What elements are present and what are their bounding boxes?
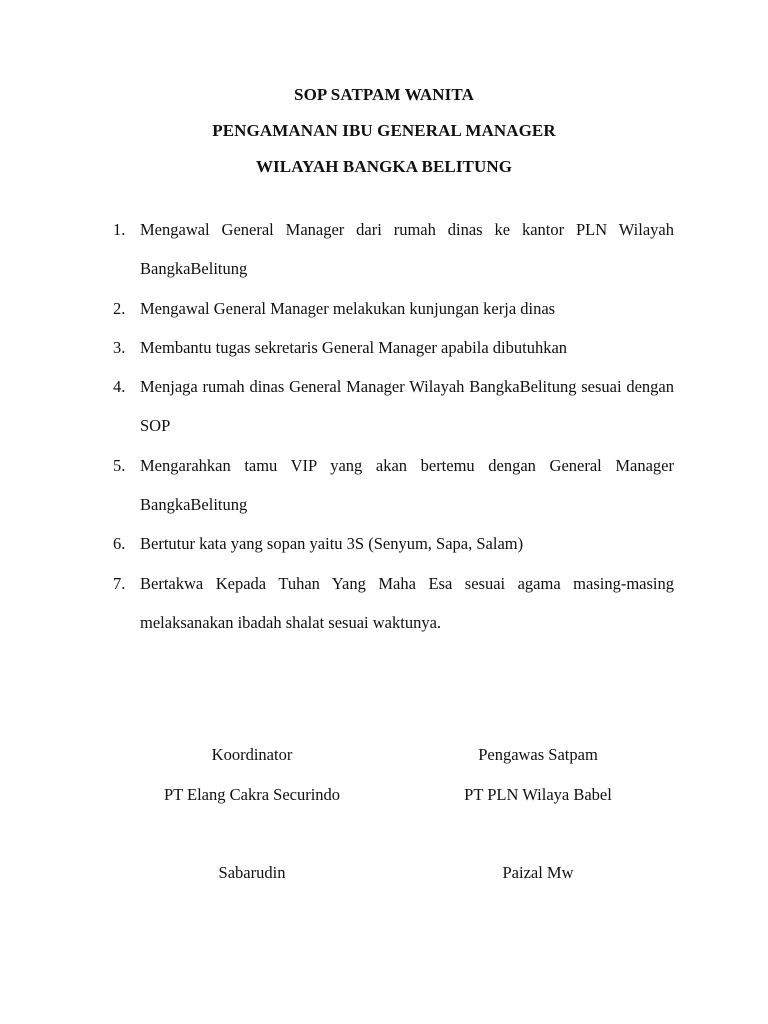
item-number: 7. xyxy=(113,573,126,593)
item-number: 3. xyxy=(113,337,126,357)
item-text: Mengawal General Manager melakukan kunjungan kerja dinas xyxy=(140,298,556,318)
item-text: Menjaga rumah dinas General Manager Wilayah BangkaBelitung sesuai dengan SOP xyxy=(140,377,674,436)
item-text: Membantu tugas sekretaris General Manager apabila dibutuhkan xyxy=(140,337,568,357)
item-number: 1. xyxy=(113,220,126,239)
list-item xyxy=(0,328,768,367)
list-item xyxy=(0,564,768,643)
document-title xyxy=(0,86,768,194)
item-number: 4. xyxy=(113,377,126,397)
sop-list xyxy=(0,210,768,642)
list-item xyxy=(0,210,768,289)
item-text: Bertutur kata yang sopan yaitu 3S (Senyum, Sapa, Salam) xyxy=(140,534,524,554)
list-item xyxy=(0,289,768,328)
item-text: Bertakwa Kepada Tuhan Yang Maha Esa sesuai agama masing-masing melaksanakan ibadah shalat sesuai waktunya. xyxy=(140,573,674,632)
left-signatory-role: Koordinator xyxy=(211,745,293,764)
right-signatory-org: PT PLN Wilaya Babel xyxy=(464,785,612,804)
title-line-2: PENGAMANAN IBU GENERAL MANAGER xyxy=(212,121,556,140)
title-line-3: WILAYAH BANGKA BELITUNG xyxy=(255,157,513,176)
list-item xyxy=(0,446,768,525)
item-text: Mengarahkan tamu VIP yang akan bertemu dengan General Manager BangkaBelitung xyxy=(140,455,674,515)
left-signatory-org: PT Elang Cakra Securindo xyxy=(163,785,341,804)
right-signatory-role: Pengawas Satpam xyxy=(478,745,598,764)
title-line-1: SOP SATPAM WANITA xyxy=(294,85,474,104)
left-signatory-name: Sabarudin xyxy=(218,863,286,882)
list-item xyxy=(0,367,768,446)
item-text: Mengawal General Manager dari rumah dinas ke kantor PLN Wilayah BangkaBelitung xyxy=(140,220,674,279)
right-signatory-name: Paizal Mw xyxy=(502,863,574,882)
item-number: 6. xyxy=(113,534,126,554)
list-item xyxy=(0,524,768,563)
item-number: 2. xyxy=(113,298,126,318)
item-number: 5. xyxy=(113,455,126,475)
